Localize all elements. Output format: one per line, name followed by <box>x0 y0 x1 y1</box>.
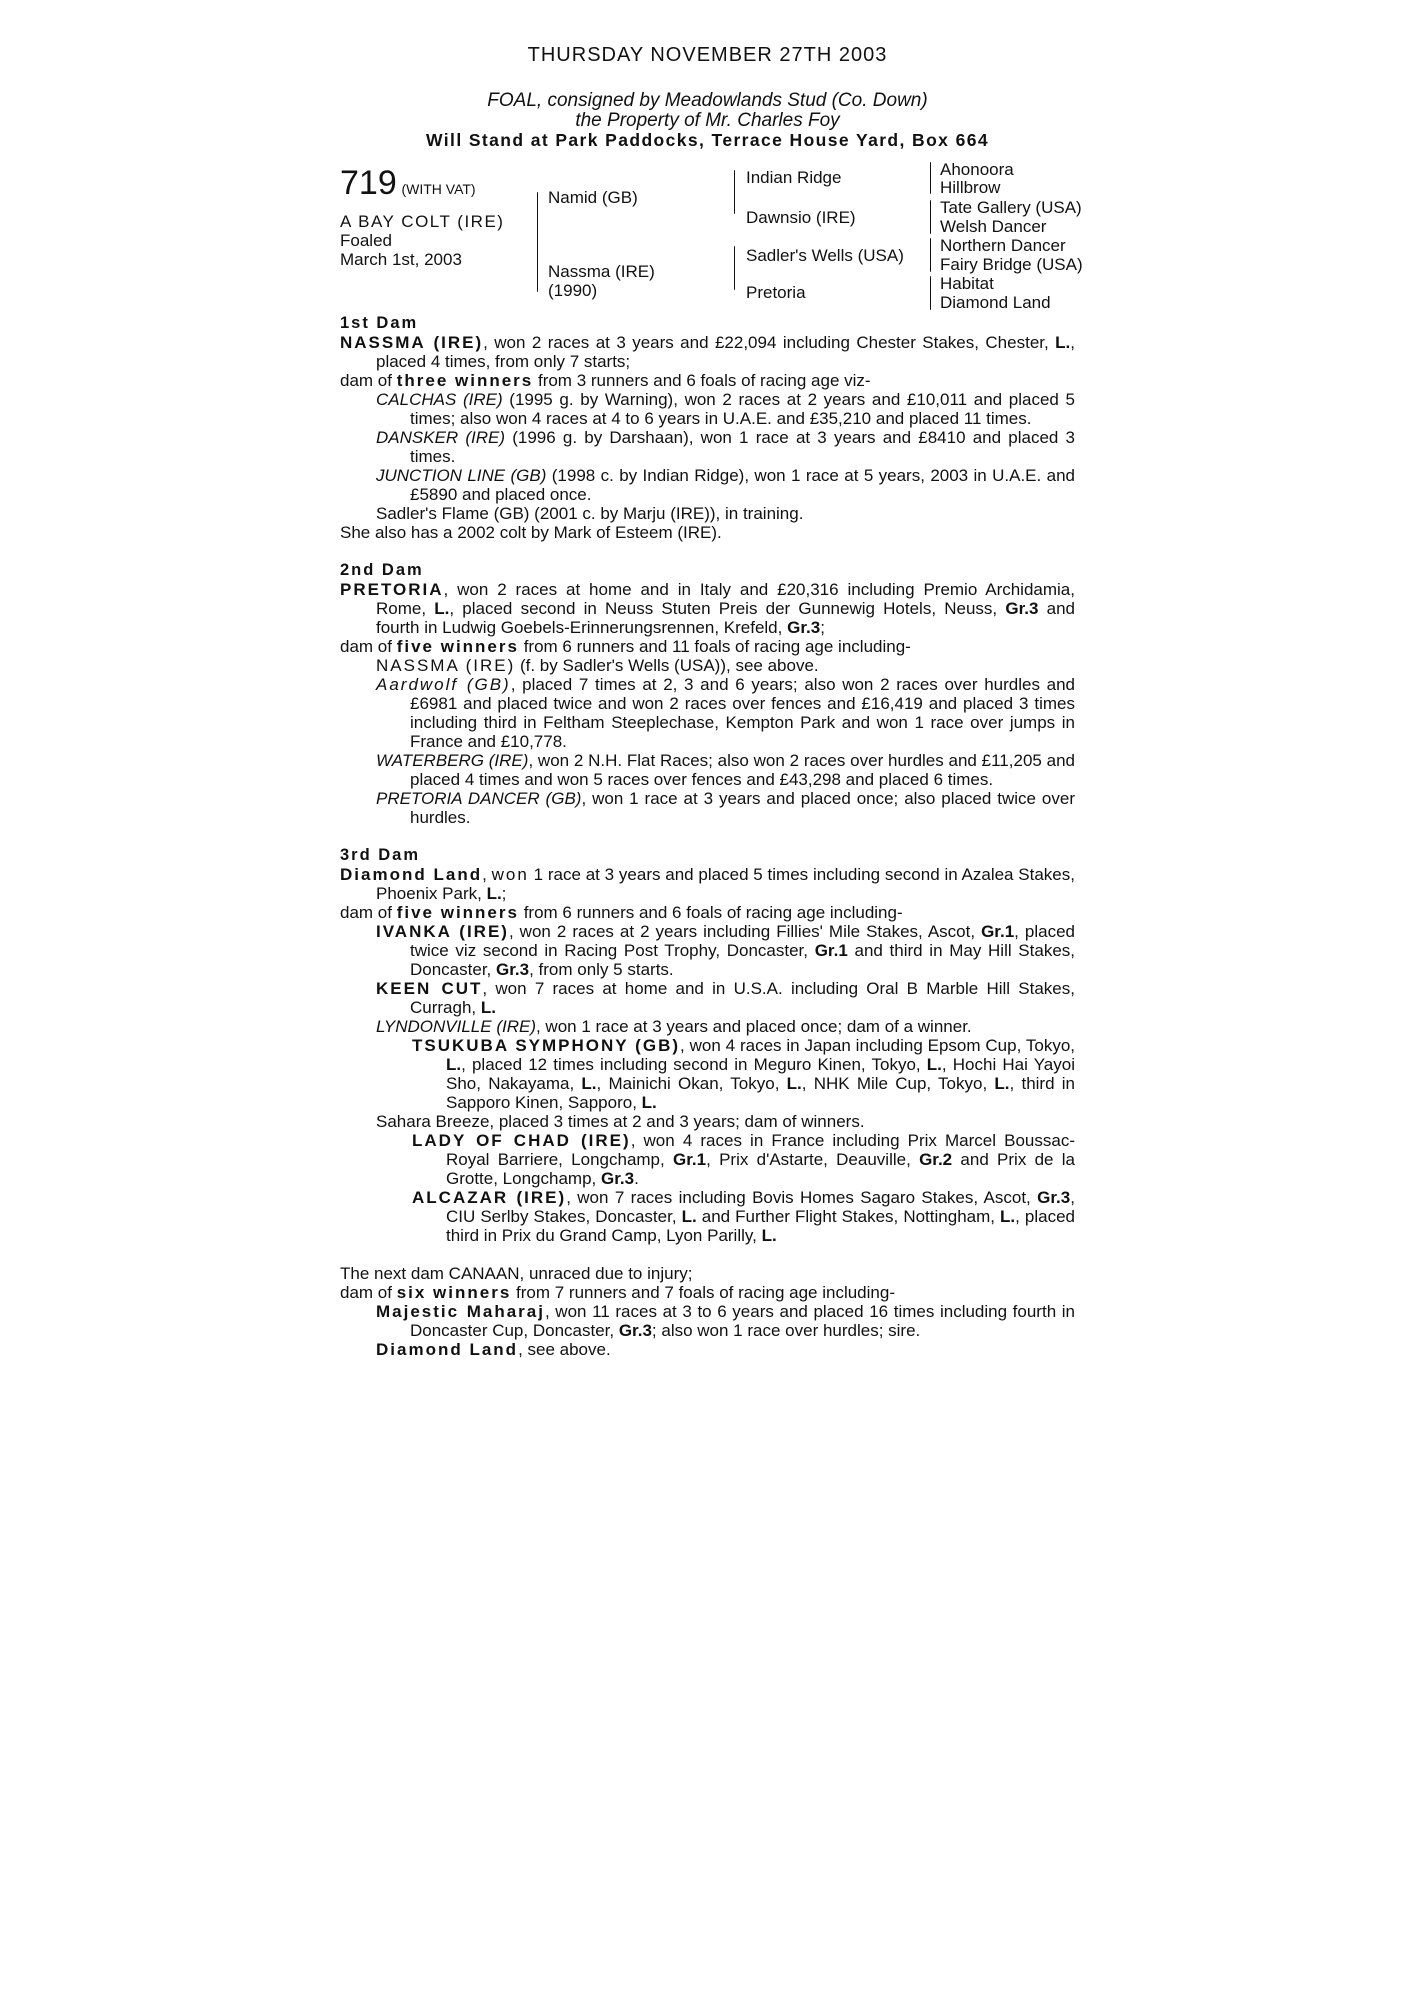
pedigree-brace <box>734 170 735 214</box>
ped-dsd: Fairy Bridge (USA) <box>940 255 1083 274</box>
vat-label: (WITH VAT) <box>401 181 476 197</box>
pedigree-brace <box>930 200 931 234</box>
next-dam-section <box>340 1264 1075 1359</box>
dam-sire: Sadler's Wells (USA) <box>746 246 904 265</box>
pedigree-brace <box>930 238 931 272</box>
produce-entry: JUNCTION LINE (GB) (1998 c. by Indian Ridge), won 1 race at 5 years, 2003 in U.A.E. and £5890 and placed once. <box>376 466 1075 504</box>
dam-year: (1990) <box>548 281 598 300</box>
third-dam-section <box>340 846 1075 1245</box>
produce-entry: DANSKER (IRE) (1996 g. by Darshaan), won 1 race at 3 years and £8410 and placed 3 times. <box>376 428 1075 466</box>
produce-entry: KEEN CUT, won 7 races at home and in U.S.A. including Oral B Marble Hill Stakes, Curragh, L. <box>376 979 1075 1017</box>
lot-name: A BAY COLT (IRE) <box>340 212 505 231</box>
pedigree-brace <box>930 162 931 194</box>
catalogue-page <box>340 40 1083 1359</box>
grand-produce-entry: LADY OF CHAD (IRE), won 4 races in France including Prix Marcel Boussac-Royal Barriere, Longchamp, Gr.1, Prix d'Astarte, Deauville, Gr.2 and Prix de la Grotte, Longchamp, Gr.3. <box>412 1131 1076 1188</box>
grand-produce-entry: ALCAZAR (IRE), won 7 races including Bovis Homes Sagaro Stakes, Ascot, Gr.3, CIU Serlby Stakes, Doncaster, L. and Further Flight Stakes, Nottingham, L., placed third in Prix du Grand Camp, Lyon Parilly, L. <box>412 1188 1075 1245</box>
produce-note: She also has a 2002 colt by Mark of Esteem (IRE). <box>340 523 722 542</box>
dam-entry: NASSMA (IRE), won 2 races at 3 years and £22,094 including Chester Stakes, Chester, L., placed 4 times, from only 7 starts; <box>340 333 1075 371</box>
pedigree-table <box>340 160 1083 314</box>
grand-produce-entry: TSUKUBA SYMPHONY (GB), won 4 races in Japan including Epsom Cup, Tokyo, L., placed 12 times including second in Meguro Kinen, Tokyo, L., Hochi Hai Yayoi Sho, Nakayama, L., Mainichi Okan, Tokyo, L., NHK Mile Cup, Tokyo, L., third in Sapporo Kinen, Sapporo, L. <box>412 1036 1076 1112</box>
sire: Namid (GB) <box>548 188 638 207</box>
property-line: the Property of Mr. Charles Foy <box>575 110 840 131</box>
dam-entry: Diamond Land, won 1 race at 3 years and placed 5 times including second in Azalea Stakes, Phoenix Park, L.; <box>340 865 1075 903</box>
ped-ssd: Hillbrow <box>940 178 1001 197</box>
ped-dds: Habitat <box>940 274 994 293</box>
produce-entry: Diamond Land, see above. <box>376 1340 611 1359</box>
pedigree-brace <box>537 192 538 292</box>
produce-summary: dam of six winners from 7 runners and 7 foals of racing age including- <box>340 1283 895 1302</box>
stable-location: Will Stand at Park Paddocks, Terrace House Yard, Box 664 <box>426 130 989 150</box>
sale-date: THURSDAY NOVEMBER 27TH 2003 <box>527 44 888 66</box>
produce-entry: Aardwolf (GB), placed 7 times at 2, 3 and 6 years; also won 2 races over hurdles and £6981 and placed twice and won 2 races over fences and £16,419 and placed 3 times including third in Feltham Steeplechase, Kempton Park and won 1 race over jumps in France and £10,778. <box>376 675 1076 751</box>
lot-heading <box>340 166 476 200</box>
second-dam-section <box>340 561 1075 827</box>
pedigree-brace <box>734 246 735 290</box>
produce-summary: dam of five winners from 6 runners and 11 foals of racing age including- <box>340 637 911 656</box>
foaled-date: March 1st, 2003 <box>340 250 462 269</box>
produce-entry: NASSMA (IRE) (f. by Sadler's Wells (USA)), see above. <box>376 656 819 675</box>
produce-entry: Sadler's Flame (GB) (2001 c. by Marju (IRE)), in training. <box>376 504 804 523</box>
ped-sdd: Welsh Dancer <box>940 217 1047 236</box>
produce-summary: dam of three winners from 3 runners and 6 foals of racing age viz- <box>340 371 871 390</box>
dam: Nassma (IRE) <box>548 262 655 281</box>
section-heading: 3rd Dam <box>340 846 421 864</box>
sire-sire: Indian Ridge <box>746 168 842 187</box>
dam-dam: Pretoria <box>746 283 806 302</box>
produce-entry: PRETORIA DANCER (GB), won 1 race at 3 years and placed once; also placed twice over hurdles. <box>376 789 1075 827</box>
ped-ddd: Diamond Land <box>940 293 1051 312</box>
ped-dss: Northern Dancer <box>940 236 1066 255</box>
foaled-label: Foaled <box>340 231 392 250</box>
consignor-line: FOAL, consigned by Meadowlands Stud (Co. Down) <box>487 90 928 111</box>
dam-entry: PRETORIA, won 2 races at home and in Italy and £20,316 including Premio Archidamia, Rome, L., placed second in Neuss Stuten Preis der Gunnewig Hotels, Neuss, Gr.3 and fourth in Ludwig Goebels-Erinnerungsrennen, Krefeld, Gr.3; <box>340 580 1076 637</box>
produce-entry: WATERBERG (IRE), won 2 N.H. Flat Races; also won 2 races over hurdles and £11,205 and placed 4 times and won 5 races over fences and £43,298 and placed 6 times. <box>376 751 1075 789</box>
produce-entry: CALCHAS (IRE) (1995 g. by Warning), won 2 races at 2 years and £10,011 and placed 5 times; also won 4 races at 4 to 6 years in U.A.E. and £35,210 and placed 11 times. <box>376 390 1075 428</box>
ped-sss: Ahonoora <box>940 160 1014 179</box>
produce-entry: LYNDONVILLE (IRE), won 1 race at 3 years and placed once; dam of a winner. <box>376 1017 972 1036</box>
sire-dam: Dawnsio (IRE) <box>746 208 856 227</box>
first-dam-section <box>340 314 1075 542</box>
pedigree-brace <box>930 276 931 310</box>
lot-number: 719 <box>340 164 397 202</box>
produce-summary: dam of five winners from 6 runners and 6 foals of racing age including- <box>340 903 903 922</box>
section-heading: 1st Dam <box>340 314 419 332</box>
ped-sds: Tate Gallery (USA) <box>940 198 1082 217</box>
section-heading: 2nd Dam <box>340 561 424 579</box>
produce-entry: Majestic Maharaj, won 11 races at 3 to 6 years and placed 16 times including fourth in Doncaster Cup, Doncaster, Gr.3; also won 1 race over hurdles; sire. <box>376 1302 1076 1340</box>
produce-entry: IVANKA (IRE), won 2 races at 2 years including Fillies' Mile Stakes, Ascot, Gr.1, placed twice viz second in Racing Post Trophy, Doncaster, Gr.1 and third in May Hill Stakes, Doncaster, Gr.3, from only 5 starts. <box>376 922 1076 979</box>
produce-entry: Sahara Breeze, placed 3 times at 2 and 3 years; dam of winners. <box>376 1112 865 1131</box>
next-dam-line: The next dam CANAAN, unraced due to injury; <box>340 1264 693 1283</box>
